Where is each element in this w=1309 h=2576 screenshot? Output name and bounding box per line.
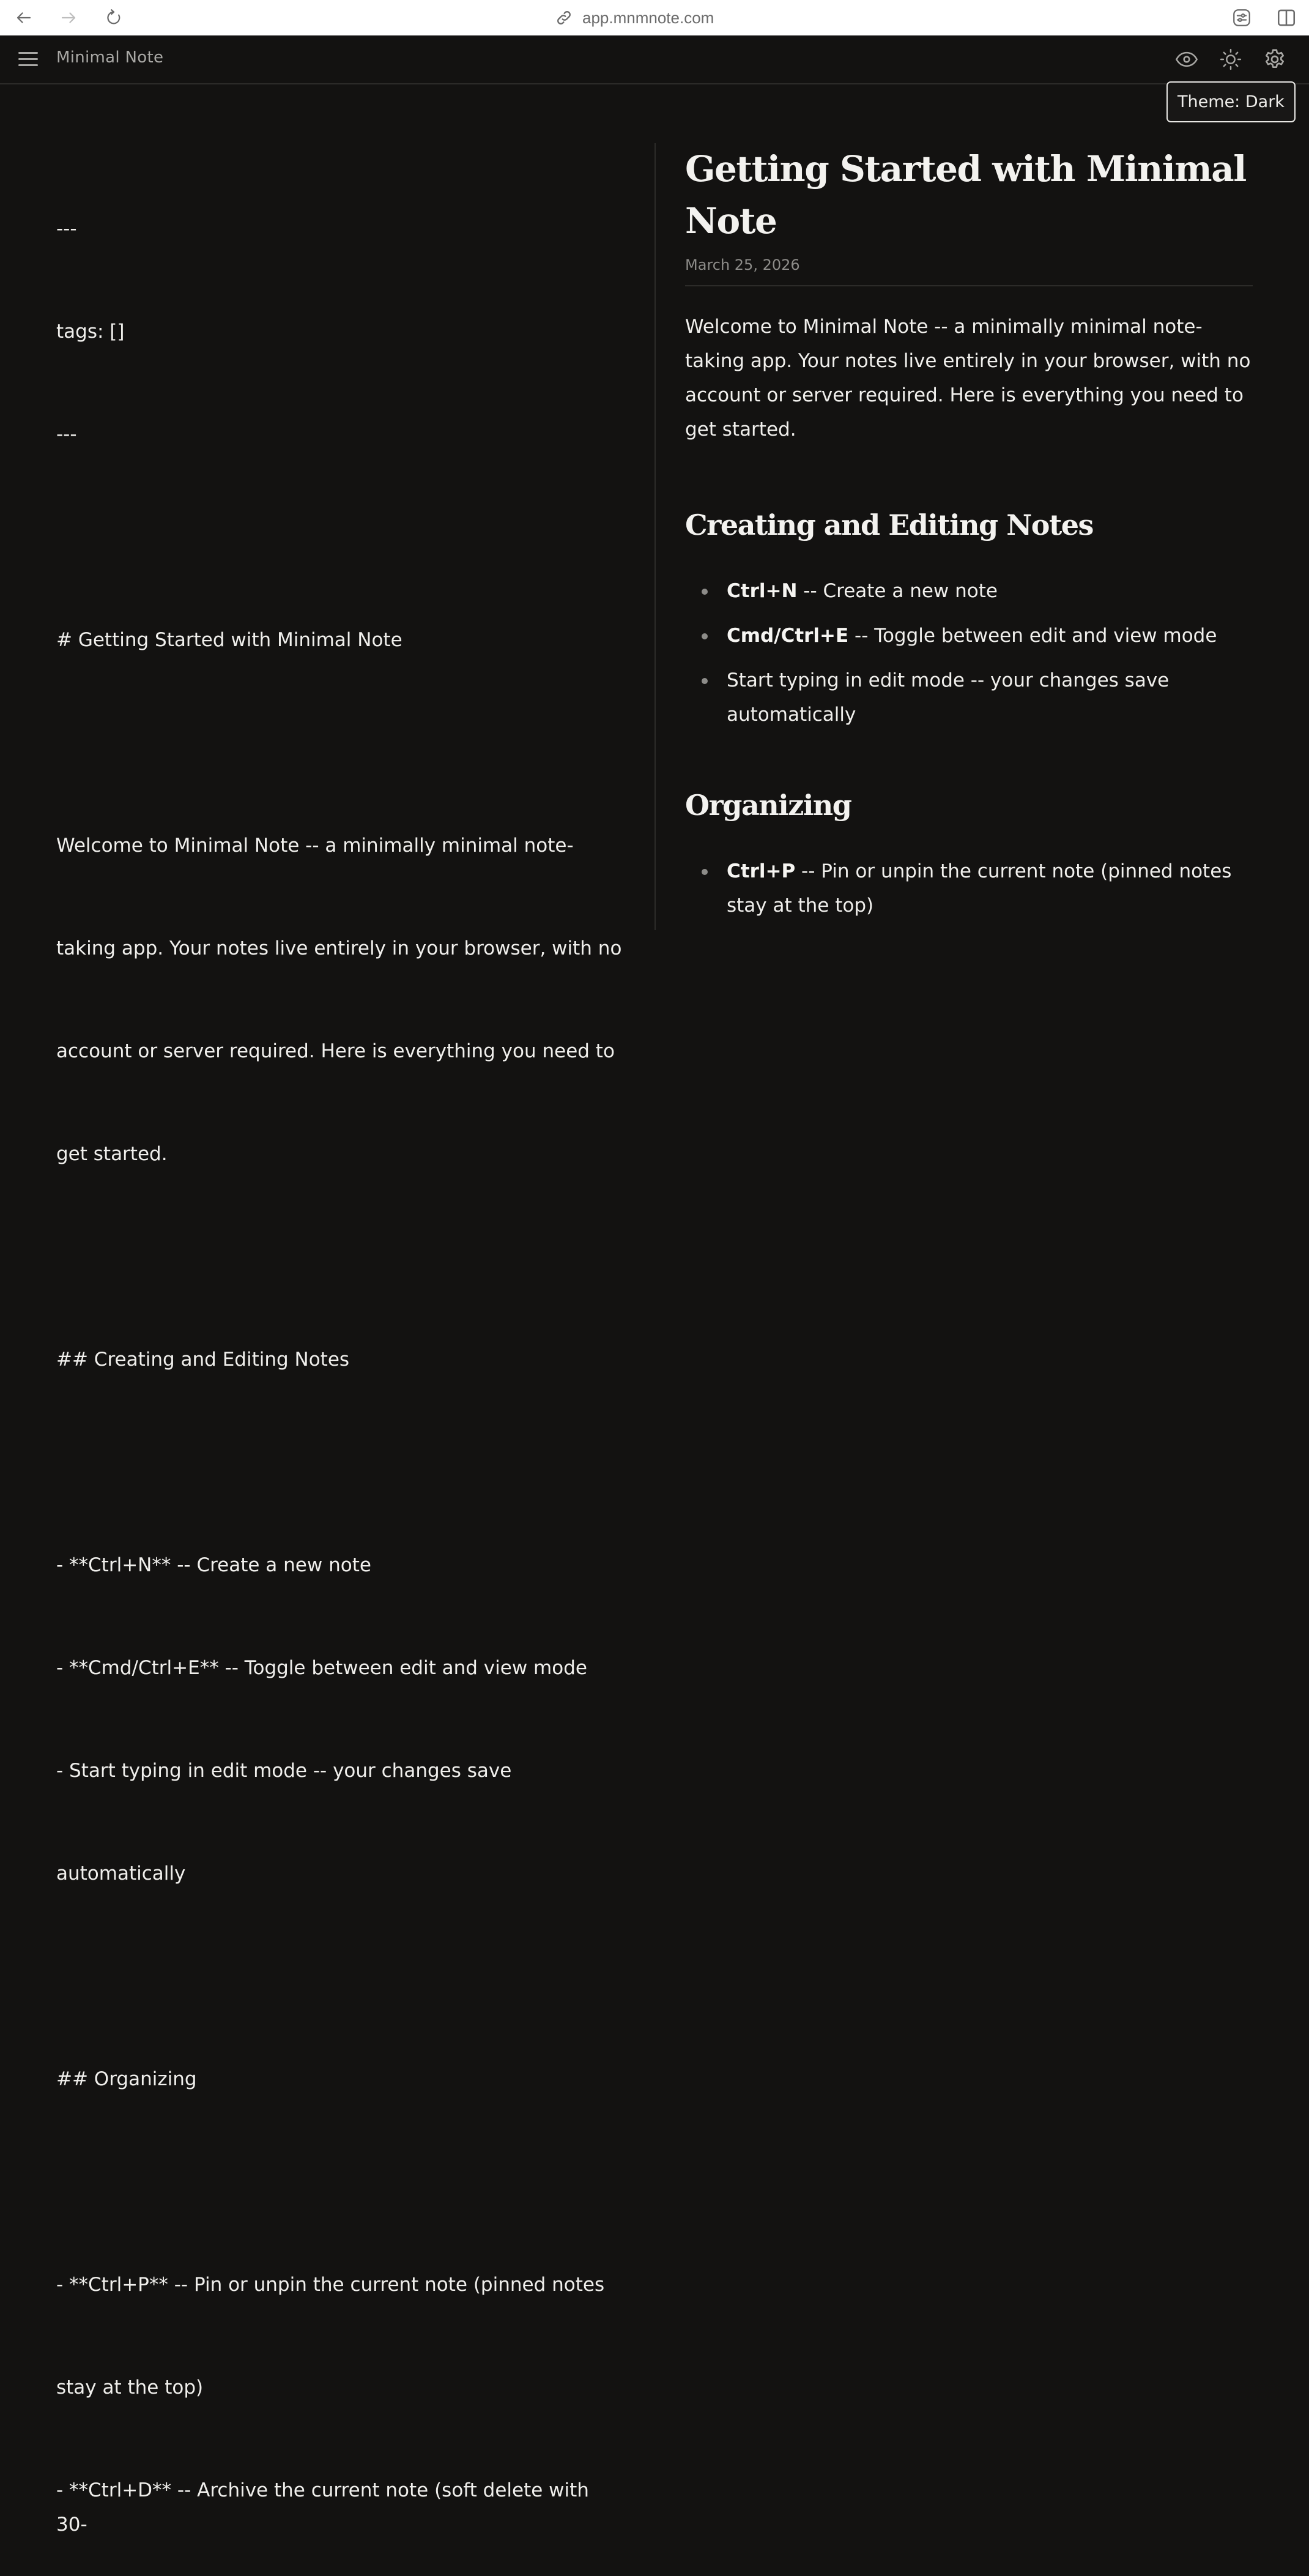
markdown-editor[interactable] <box>56 143 625 2536</box>
section-heading: Creating and Editing Notes <box>685 508 1093 542</box>
app-header <box>0 35 1309 84</box>
url-text: app.mnmnote.com <box>582 8 714 27</box>
link-icon <box>555 9 573 26</box>
shortcut-key: Ctrl+P <box>727 860 796 882</box>
arrow-right-icon <box>59 9 78 27</box>
editor-line: ## Creating and Editing Notes <box>56 1349 350 1371</box>
editor-line: ## Organizing <box>56 2068 197 2090</box>
arrow-left-icon <box>15 9 33 27</box>
editor-line <box>56 520 625 554</box>
editor-line: - **Cmd/Ctrl+E** -- Toggle between edit and view mode <box>56 1657 587 1679</box>
editor-line: - **Ctrl+N** -- Create a new note <box>56 1554 371 1576</box>
view-mode-button[interactable] <box>1173 45 1201 73</box>
note-title: Getting Started with Minimal Note <box>685 148 1246 242</box>
title-divider <box>685 285 1253 286</box>
list-item: Ctrl+N -- Create a new note <box>685 574 1254 608</box>
editor-line: get started. <box>56 1143 168 1165</box>
editor-line <box>56 2165 625 2199</box>
editor-line <box>56 1959 625 1993</box>
editor-line: automatically <box>56 1863 186 1885</box>
pane-divider[interactable] <box>654 143 656 930</box>
shortcut-list <box>685 854 1254 923</box>
menu-button[interactable] <box>18 48 40 70</box>
editor-line: --- <box>56 423 77 445</box>
editor-line: - Start typing in edit mode -- your changes save <box>56 1760 512 1782</box>
split-view-icon <box>1276 7 1297 28</box>
reload-icon <box>105 9 123 27</box>
editor-line: tags: [] <box>56 321 125 343</box>
intro-paragraph: Welcome to Minimal Note -- a minimally minimal note-taking app. Your notes live entirely in your browser, with no account or server required. Here is everything you need to get started. <box>685 316 1251 441</box>
shortcut-key: Cmd/Ctrl+E <box>727 625 849 647</box>
editor-line: Welcome to Minimal Note -- a minimally minimal note- <box>56 835 574 857</box>
list-item: Start typing in edit mode -- your changes save automatically <box>685 663 1254 732</box>
editor-line <box>56 1240 625 1274</box>
note-date: March 25, 2026 <box>685 256 800 274</box>
reload-button[interactable] <box>102 6 125 29</box>
back-button[interactable] <box>12 6 35 29</box>
sun-icon <box>1218 47 1243 72</box>
editor-line: - **Ctrl+P** -- Pin or unpin the current note (pinned notes <box>56 2274 605 2296</box>
split-view-button[interactable] <box>1275 6 1298 29</box>
theme-toggle-button[interactable] <box>1217 45 1245 73</box>
eye-icon <box>1174 47 1199 72</box>
address-bar[interactable] <box>555 6 714 29</box>
markdown-preview <box>685 143 1254 930</box>
shortcut-list <box>685 574 1254 732</box>
hamburger-icon <box>18 52 38 54</box>
settings-button[interactable] <box>1261 45 1289 73</box>
editor-line: stay at the top) <box>56 2377 204 2399</box>
site-settings-button[interactable] <box>1230 6 1253 29</box>
section-heading: Organizing <box>685 789 851 822</box>
editor-line <box>56 1445 625 1480</box>
forward-button[interactable] <box>57 6 80 29</box>
list-item: Ctrl+P -- Pin or unpin the current note (pinned notes stay at the top) <box>685 854 1254 923</box>
editor-line: # Getting Started with Minimal Note <box>56 629 402 651</box>
app-title: Minimal Note <box>56 48 164 67</box>
gear-icon <box>1263 47 1287 72</box>
editor-line: account or server required. Here is everything you need to <box>56 1040 615 1062</box>
editor-line: --- <box>56 218 77 240</box>
sliders-icon <box>1231 7 1252 28</box>
theme-tooltip: Theme: Dark <box>1166 81 1296 122</box>
browser-toolbar <box>0 0 1309 35</box>
editor-line: taking app. Your notes live entirely in your browser, with no <box>56 937 622 959</box>
editor-line <box>56 726 625 760</box>
editor-line: - **Ctrl+D** -- Archive the current note (soft delete with 30- <box>56 2479 595 2536</box>
shortcut-key: Ctrl+N <box>727 580 798 602</box>
list-item: Cmd/Ctrl+E -- Toggle between edit and view mode <box>685 619 1254 653</box>
